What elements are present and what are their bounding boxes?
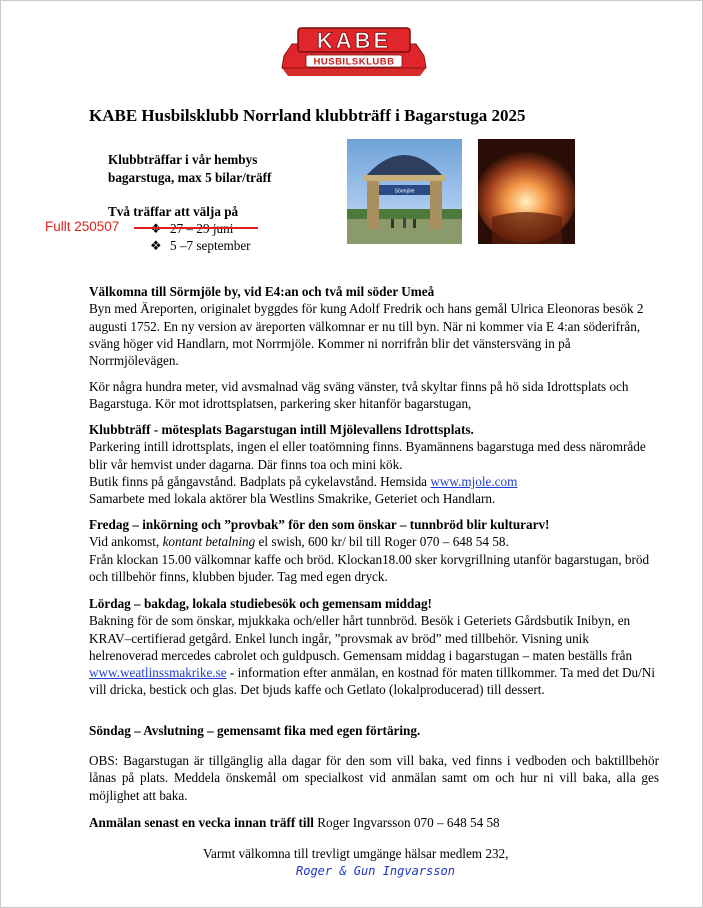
oven-photo bbox=[478, 139, 575, 244]
sunday-heading: Söndag – Avslutning – gemensamt fika med egen förtäring. bbox=[89, 723, 421, 738]
page-title: KABE Husbilsklubb Norrland klubbträff i Bagarstuga 2025 bbox=[89, 106, 526, 125]
section-obs bbox=[89, 752, 659, 804]
diamond-bullet-icon: ❖ bbox=[150, 238, 162, 253]
mjole-link[interactable]: www.mjole.com bbox=[430, 473, 518, 489]
intro-text: Klubbträffar i vår hembys bagarstuga, max 5 bilar/träff bbox=[108, 152, 272, 185]
friday-heading: Fredag – inkörning och ”provbak” för den som önskar – tunnbröd blir kulturarv! bbox=[89, 517, 550, 532]
saturday-body: Bakning för de som önskar, mjukkaka och/eller hårt tunnbröd. Besök i Geteriets Gårdsbutik Inibyn, en KRAV–certifierad getgård. Enkel lunch ingår, ”provsmak av bröd” med tillbehör. Visning unik helrenoverad mercedes cabrolet och guldpusch. Gemensam middag i bagarstugan – maten beställs från www.weatlinssmakrike.se - information efter anmälan, en kostnad för maten tillkommer. Ta med det Du/Ni vill dricka, bestick och glas. Det bjuds kaffe och Getlato (lokalproducerad) till dessert. bbox=[89, 613, 655, 698]
full-note: Fullt 250507 bbox=[45, 219, 120, 234]
closing-text: Varmt välkomna till trevligt umgänge hälsar medlem 232, bbox=[203, 846, 509, 861]
logo-sub-text: HUSBILSKLUBB bbox=[313, 56, 395, 68]
gate-photo bbox=[347, 139, 462, 244]
strike-line bbox=[134, 227, 258, 229]
svg-text:Sörmjöle: Sörmjöle bbox=[394, 188, 415, 195]
friday-body-2: Från klockan 15.00 välkomnar kaffe och bröd. Klockan18.00 sker korvgrillning utanför bagarstugan, bröd och tillbehör finns, klubben bjuder. Tag med egen dryck. bbox=[89, 551, 650, 584]
meeting-heading: Klubbträff - mötesplats Bagarstugan intill Mjölevallens Idrottsplats. bbox=[89, 422, 474, 437]
section-meeting-place bbox=[89, 421, 659, 507]
section-friday bbox=[89, 516, 659, 585]
diamond-bullet-icon bbox=[150, 221, 170, 237]
date-item-2: ❖ 5 –7 september bbox=[150, 238, 251, 253]
section-saturday bbox=[89, 595, 659, 699]
saturday-heading: Lördag – bakdag, lokala studiebesök och gemensam middag! bbox=[89, 596, 432, 611]
welcome-heading: Välkomna till Sörmjöle by, vid E4:an och två mil söder Umeå bbox=[89, 284, 435, 299]
westlins-link[interactable]: www.weatlinssmakrike.se bbox=[89, 665, 227, 681]
signature: Roger & Gun Ingvarsson bbox=[296, 864, 455, 878]
date-item-1 bbox=[150, 221, 233, 237]
section-welcome bbox=[89, 283, 659, 369]
choose-text: Två träffar att välja på bbox=[108, 204, 239, 219]
directions-body: Kör några hundra meter, vid avsmalnad väg sväng vänster, två skyltar finns på hö sida Idrottsplats och Bagarstuga. Kör mot idrottsplatsen, parkering sker hitanför bagarstugan, bbox=[89, 379, 629, 412]
section-directions bbox=[89, 378, 659, 413]
meeting-body-3: Samarbete med lokala aktörer bla Westlins Smakrike, Geteriet och Handlarn. bbox=[89, 491, 496, 507]
welcome-body: Byn med Äreporten, originalet byggdes för kung Adolf Fredrik och hans gemål Ulrica Eleonoras besök 2 augusti 1752. En ny version av äreporten välkomnar er nu till byn. När ni kommer via E 4:an söderifrån, sväng höger vid Handlarn, mot Norrmjöle. Kommer ni norrifrån blir det vänstersväng in på Norrmjölevägen. bbox=[89, 301, 644, 369]
friday-body-1: Vid ankomst, kontant betalning el swish, 600 kr/ bil till Roger 070 – 648 54 58. bbox=[89, 534, 509, 550]
section-signup bbox=[89, 814, 659, 831]
meeting-body-2: Butik finns på gångavstånd. Badplats på cykelavstånd. Hemsida www.mjole.com bbox=[89, 473, 518, 489]
obs-body: OBS: Bagarstugan är tillgänglig alla dagar för den som vill baka, ved finns i vedboden och baktillbehör lånas på plats. Meddela önskemål om specialkost vid anmälan samt om och hur ni vill baka, alla ges möjlighet att baka. bbox=[89, 753, 659, 803]
section-sunday bbox=[89, 722, 659, 739]
kabe-logo bbox=[276, 24, 432, 80]
logo-brand-text: KABE bbox=[316, 28, 392, 53]
signup-text: Anmälan senast en vecka innan träff till Roger Ingvarsson 070 – 648 54 58 bbox=[89, 815, 500, 830]
meeting-body-1: Parkering intill idrottsplats, ingen el eller toatömning finns. Byamännens bagarstuga med dess närområde blir vår hemvist under dagarna. Där finns toa och mini kök. bbox=[89, 439, 646, 472]
